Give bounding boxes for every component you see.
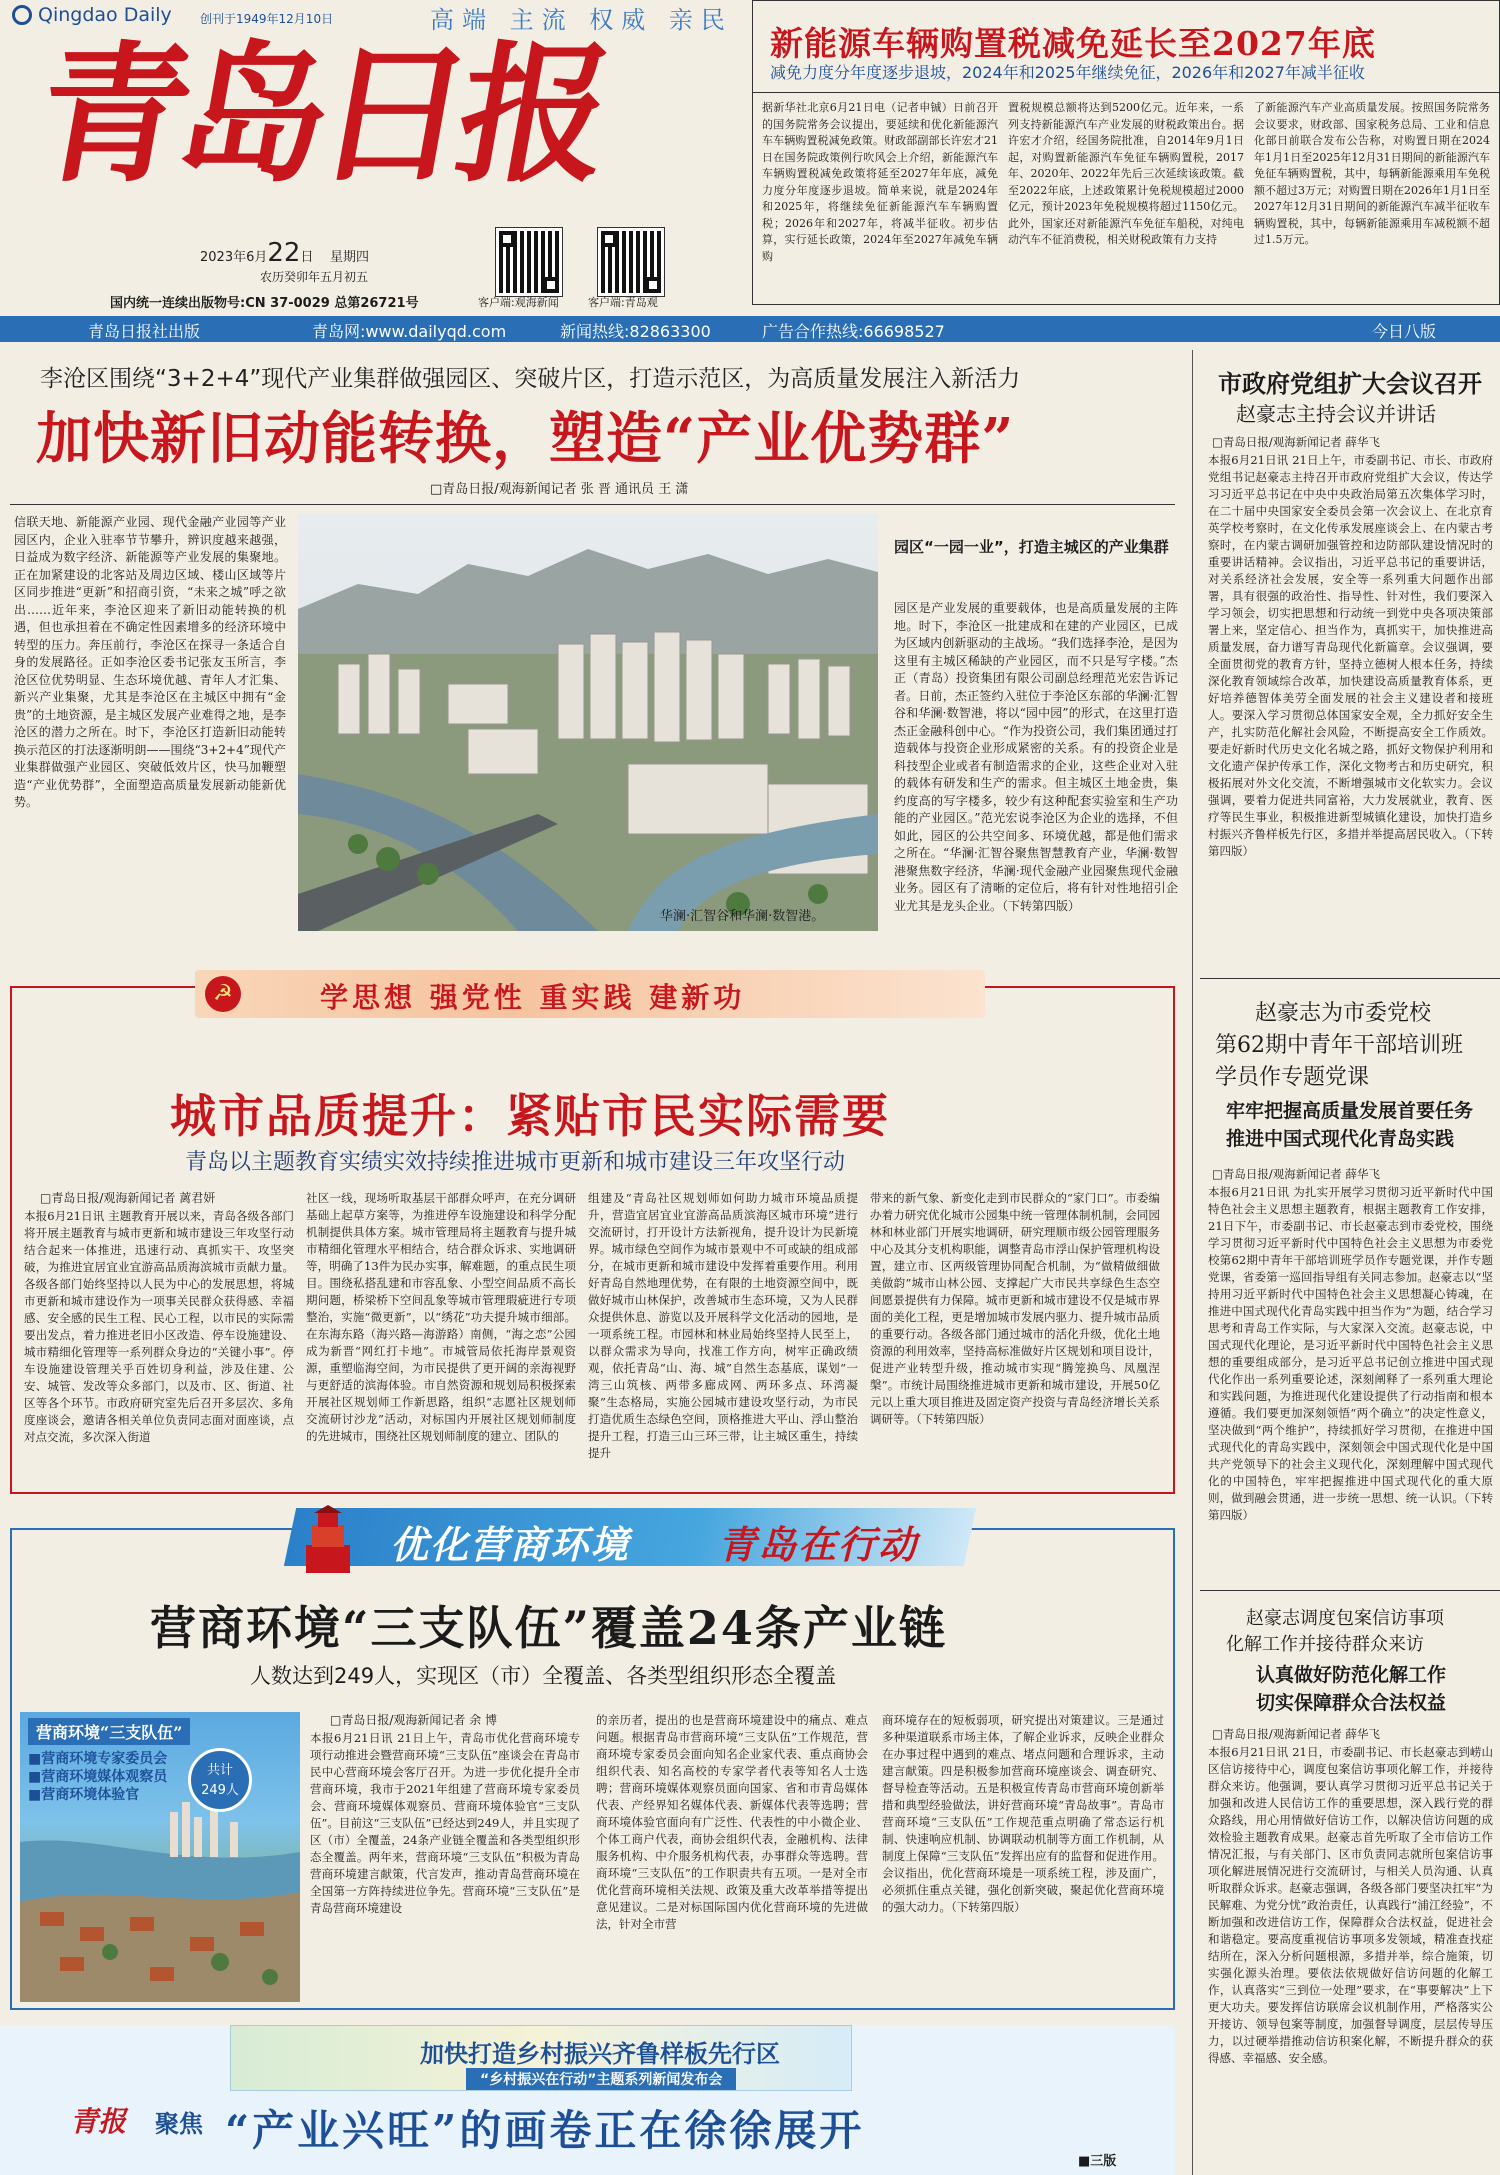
- page-count: 今日八版: [1372, 322, 1437, 341]
- infographic-item-label: 营商环境媒体观察员: [41, 1769, 168, 1785]
- party-emblem-icon: ☭: [205, 976, 241, 1012]
- right-a2-title-2[interactable]: 第62期中青年干部培训班: [1215, 1033, 1463, 1058]
- business-banner-text-red: 青岛在行动: [718, 1522, 919, 1567]
- right-a3-text: 本报6月21日讯 21日，市委副书记、市长赵豪志到崂山区信访接待中心，调度包案信访事项化解工作，并接待群众来访。他强调，要认真学习贯彻习近平总书记关于加强和改进人民信访工作的重要思想，深入践行党的群众路线，用心用情做好信访工作，以解决信访问题的成效检验主题教育成果。赵豪志首先听取了全市信访工作情况汇报，与有关部门、区市负责同志就所包案信访事项化解进展情况进行交流研讨，与相关人员沟通、认真听取群众诉求。赵豪志强调，各级各部门要坚决扛牢“为民解难、为党分忧”政治责任，认真践行“浦江经验”，不断加强和改进信访工作，保障群众合法权益，促进社会和谐稳定。要高度重视信访事项多发领域，精准查找症结所在，深入分析问题根源，多措并举，综合施策，切实强化源头治理。要依法依规做好信访问题的化解工作，认真落实“三到位一处理”要求，在“事要解决”上下更大功夫。要发挥信访联席会议机制作用，严格落实公开接访、领导包案等制度，加强督导调度，层层传导压力，以过硬举措推动信访积案化解，不断提升群众的获得感、幸福感、安全感。: [1208, 1745, 1493, 2065]
- lead-right-text: 园区是产业发展的重要载体，也是高质量发展的主阵地。时下，李沧区一批建成和在建的产业园区，已成为区域内创新驱动的主战场。“我们选择李沧，是因为这里有主城区稀缺的产业园区，而不只是写字楼。”杰正（青岛）投资集团有限公司副总经理范光宏告诉记者。日前，杰正签约入驻位于李沧区东部的华澜·汇智谷和华澜·数智港，将以“园中园”的形式，在这里打造杰正金融科创中心。“作为投资公司，我们集团通过打造载体与投资企业形成紧密的关系。有的投资企业是科技型企业或者有制造需求的企业，这些企业对入驻的载体有研发和生产的需求。但主城区土地金贵，集约度高的写字楼多，较少有这种配套实验室和生产功能的产业园区。”范光宏说李沧区为企业的选择，不但如此，园区的公共空间多、环境优越，都是他们需求之所在。“华澜·汇智谷聚焦智慧教育产业，华澜·数智港聚焦数字经济，华澜·现代金融产业园聚焦现代金融业务。园区有了清晰的定位后，将有针对性地招引企业尤其是龙头企业。（下转第四版）: [894, 601, 1178, 913]
- business-banner-text: 优化营商环境: [390, 1522, 631, 1567]
- infographic-item-label: 营商环境专家委员会: [41, 1751, 168, 1767]
- footer-tag: 青报: [70, 2105, 127, 2138]
- infographic-title: 营商环境“三支队伍”: [28, 1718, 190, 1745]
- lead-headline[interactable]: 加快新旧动能转换，塑造“产业优势群”: [36, 406, 1015, 472]
- lead-section-subhead: 园区“一园一业”，打造主城区的产业集群: [894, 538, 1169, 556]
- count-label: 共计: [206, 1763, 233, 1778]
- right-a3-byline: □青岛日报/观海新闻记者 薛华飞: [1212, 1727, 1380, 1741]
- top-story-subheadline: 减免力度分年度逐步退坡，2024年和2025年继续免征，2026年和2027年减半征收: [770, 63, 1365, 82]
- tower-icon: [298, 1505, 358, 1575]
- top-story-col2: 置税规模总额将达到5200亿元。近年来，一系列支持新能源汽车产业发展的财税政策出台。据许宏才介绍，经国务院批准，自2014年9月1日起，对购置新能源汽车免征车辆购置税，2017年、2020年、2022年先后三次延续该政策。截至2022年底，上述政策累计免税规模超过2000亿元，预计2023年免税规模将超过1150亿元。此外，国家还对新能源汽车免征车船税，对纯电动汽车不征消费税，相关财税政策有力支持: [1008, 101, 1244, 246]
- info-bar: [0, 316, 1500, 342]
- square-bullet-icon: ■: [28, 1769, 42, 1785]
- business-headline[interactable]: 营商环境“三支队伍”覆盖24条产业链: [150, 1601, 947, 1655]
- right-a3-title-2[interactable]: 化解工作并接待群众来访: [1226, 1634, 1424, 1655]
- campaign-subheadline: 青岛以主题教育实绩实效持续推进城市更新和城市建设三年攻坚行动: [185, 1150, 846, 1175]
- page-reference[interactable]: ■三版: [1078, 2154, 1117, 2169]
- publisher-label: 青岛日报社出版: [88, 322, 201, 341]
- top-story-col1: 据新华社北京6月21日电（记者申铖）日前召开的国务院常务会议提出，要延续和优化新能源汽车车辆购置税减免政策。财政部副部长许宏才21日在国务院政策例行吹风会上介绍，新能源汽车车辆购置税减免政策将延至2027年年底，减免力度分年度逐步退坡。简单来说，就是2024年和2025年，将继续免征新能源汽车车辆购置税；2026年和2027年，将减半征收。初步估算，实行延长政策，2024年至2027年减免车辆购: [762, 101, 998, 263]
- right-a2-byline: □青岛日报/观海新闻记者 薛华飞: [1212, 1167, 1380, 1181]
- campaign-col4: 带来的新气象、新变化走到市民群众的“家门口”。市委编办着力研究优化城市公园集中统一管理体制机制，会同园林和林业部门开展实地调研，研究理顺市级公园管理服务中心及其分支机构职能，调整青岛市浮山保护管理机构设置，建立市、区两级管理协同配合机制，为“做精做细做美做韵”城市山林公园、支撑起广大市民共享绿色生态空间愿景提供有力保障。城市更新和城市建设不仅是城市界面的美化工程，更是增加城市发展内驱力、提升城市品质的重要行动。各级各部门通过城市的活化升级，优化土地资源的利用效率，坚持高标准做好片区规划和项目设计，促进产业转型升级，推动城市实现“腾笼换鸟、凤凰涅槃”。市统计局围绕推进城市更新和城市建设，开展50亿元以上重大项目推进及固定资产投资与青岛经济增长关系调研等。（下转第四版）: [870, 1191, 1160, 1426]
- lead-byline: □青岛日报/观海新闻记者 张 晋 通讯员 王 潇: [430, 482, 689, 497]
- right-a2-title-3[interactable]: 学员作专题党课: [1215, 1065, 1370, 1090]
- right-a2-title-1[interactable]: 赵豪志为市委党校: [1255, 1001, 1432, 1026]
- infographic-item: [28, 1766, 167, 1786]
- business-col1: 本报6月21日讯 21日上午，青岛市优化营商环境专项行动推进会暨营商环境“三支队伍”座谈会在青岛市民中心营商环境会客厅召开。为进一步优化提升全市营商环境，我市于2021年组建了营商环境专家委员会、营商环境媒体观察员、营商环境体验官“三支队伍”。目前这“三支队伍”已经达到249人，并且实现了区（市）全覆盖，24条产业链全覆盖和各类型组织形态全覆盖。两年来，营商环境“三支队伍”积极为青岛营商环境建言献策，代言发声，推动青岛营商环境在全国第一方阵持续进位争先。营商环境“三支队伍”是青岛营商环境建设: [310, 1731, 580, 1915]
- founded-date: 创刊于1949年12月10日: [200, 12, 334, 26]
- lead-left-text: 信联天地、新能源产业园、现代金融产业园等产业园区内，企业入驻率节节攀升，辨识度越来越强，日益成为数字经济、新能源等产业发展的集聚地。正在加紧建设的北客站及周边区域、楼山区域等片区同步推进“更新”和招商引资，“未来之城”呼之欲出……近年来，李沧区迎来了新旧动能转换的机遇，但也承担着在不确定性因素增多的经济环境中转型的压力。奔压前行，李沧区在探寻一条适合自身的发展路径。正如李沧区委书记张友玉所言，李沧区位优势明显、生态环境优越、青年人才汇集、新兴产业集聚，尤其是李沧区在主城区中拥有“金贵”的土地资源，是主城区发展产业难得之地，是李沧区的潜力之所在。时下，李沧区打造新旧动能转换示范区的打法逐渐明朗——围绕“3+2+4”现代产业集群做强产业园区、突破低效片区，快马加鞭塑造“产业优势群”，全面塑造高质量发展新动能新优势。: [14, 515, 286, 809]
- lead-kicker: 李沧区围绕“3+2+4”现代产业集群做强园区、突破片区，打造示范区，为高质量发展注入新活力: [40, 366, 1021, 392]
- masthead-logo-en: [12, 4, 172, 26]
- top-story-col3: 了新能源汽车产业高质量发展。按照国务院常务会议要求，财政部、国家税务总局、工业和信息化部日前联合发布公告称，对购置日期在2024年1月1日至2025年12月31日期间的新能源汽车免征车辆购置税，其中，每辆新能源乘用车免税额不超过3万元；对购置日期在2026年1月1日至2027年12月31日期间的新能源汽车减半征收车辆购置税，其中，每辆新能源乘用车减税额不超过1.5万元。: [1254, 101, 1490, 246]
- qr-caption: 客户端:观海新闻: [478, 296, 559, 309]
- campaign-col1: 本报6月21日讯 主题教育开展以来，青岛各级各部门将开展主题教育与城市更新和城市建设三年攻坚行动结合起来一体推进，迅速行动、真抓实干、攻坚突破，为推进宜居宜业宜游高品质海滨城市贡献力量。各级各部门始终坚持以人民为中心的发展思想，将城市更新和城市建设作为一项事关民群众获得感、幸福感、安全感的民生工程、民心工程，以市民的实际需要出发点，着力推进老旧小区改造、停车设施建设、城市精细化管理等一系列群众身边的“关键小事”。停车设施建设管理关乎百姓切身利益，涉及住建、公安、城管、发改等众多部门，以及市、区、街道、社区等各个环节。市政府研究室先后召开多层次、多角度座谈会，邀请各相关单位负责同志面对面座谈，点对点交流，多次深入街道: [24, 1209, 294, 1444]
- logo-q-icon: [12, 5, 32, 25]
- member-count-badge: [188, 1748, 252, 1812]
- right-a2-text: 本报6月21日讯 为扎实开展学习贯彻习近平新时代中国特色社会主义思想主题教育，根据主题教育工作安排，21日下午，市委副书记、市长赵豪志到市委党校，围绕学习贯彻习近平新时代中国特色社会主义思想为市委党校第62期中青年干部培训班学员作专题党课，并作专题党课，省委第一巡回指导组有关同志参加。赵豪志以“坚持用习近平新时代中国特色社会主义思想凝心铸魂，在推进中国式现代化青岛实践中担当作为”为题，结合学习思考和青岛工作实际，与大家深入交流。赵豪志说，中国式现代化理论，是习近平新时代中国特色社会主义思想的重要组成部分，是习近平总书记创立推进中国式现代化作出一系列重要论述，深刻阐释了一系列重大理论和实践问题，为推进现代化建设提供了行动指南和根本遵循。我们要更加深刻领悟“两个确立”的决定性意义，坚决做到“两个维护”，持续抓好学习贯彻，在推进中国式现代化的青岛实践中，深刻领会中国式现代化是中国共产党领导下的社会主义现代化，深刻理解中国式现代化的中国特色，牢牢把握推进中国式现代化的重大原则，做到融会贯通，进一步统一思想、统一认识。（下转第四版）: [1208, 1185, 1493, 1522]
- right-a1-text: 本报6月21日讯 21日上午，市委副书记、市长、市政府党组书记赵豪志主持召开市政府党组扩大会议，传达学习习近平总书记在中央中央政治局第五次集体学习时，在二十届中央国家安全委员会第一次会议上、在北京育英学校考察时，在文化传承发展座谈会上、在内蒙古考察时，在内蒙古调研加强管控和边防部队建设情况时的重要讲话精神。会议指出，习近平总书记的重要讲话，对关系经济社会发展，安全等一系列重大问题作出部署，具有很强的政治性、指导性、针对性，我们要深入学习领会，切实把思想和行动统一到党中央各项决策部署上来，坚定信心、担当作为，真抓实干，加快推进高质量发展，奋力谱写青岛现代化新篇章。会议强调，要全面贯彻党的教育方针，坚持立德树人根本任务，持续深化教育领域综合改革，加快建设高质量教育体系，更好培养德智体美劳全面发展的社会主义建设者和接班人。要深入学习贯彻总体国家安全观，全力抓好安全生产，扎实防范化解社会风险，不断提高安全工作质效。要走好新时代历史文化名城之路，抓好文物保护利用和文化遗产保护传承工作，深化文物考古和历史研究，积极拓展对外文化交流，不断增强城市文化软实力。会议强调，要着力促进共同富裕，大力发展就业，教育、医疗等民生事业，积极推进新型城镇化建设，加快打造乡村振兴齐鲁样板先行区，多措并举提高居民收入。（下转第四版）: [1208, 453, 1493, 858]
- photo-caption: 华澜·汇智谷和华澜·数智港。: [660, 909, 825, 924]
- count-value: 249人: [201, 1783, 239, 1798]
- right-a1-byline: □青岛日报/观海新闻记者 薛华飞: [1212, 435, 1380, 449]
- footer-banner-title: 加快打造乡村振兴齐鲁样板先行区: [420, 2039, 780, 2068]
- infographic-item: [28, 1784, 139, 1804]
- date-day: 22: [267, 238, 301, 268]
- footer-tag-focus: 聚焦: [155, 2109, 203, 2138]
- right-a1-title[interactable]: 市政府党组扩大会议召开: [1218, 369, 1482, 398]
- top-story-headline[interactable]: 新能源车辆购置税减免延长至2027年底: [770, 24, 1376, 63]
- date-prefix: 2023年6月: [200, 250, 268, 265]
- right-a1-sub: 赵豪志主持会议并讲话: [1236, 402, 1436, 426]
- right-a2-sub-2: 推进中国式现代化青岛实践: [1226, 1128, 1455, 1150]
- campaign-col2: 社区一线，现场听取基层干部群众呼声，在充分调研基础上起草方案等，为推进停车设施建设和科学分配机制提供具体方案。城市管理局将主题教育与提升城市精细化管理水平相结合，结合群众诉求、实地调研等，明确了13件为民办实事，解难题，的重点民生项目。围绕私搭乱建和市容乱象、小型空间品质不高长期问题，桥梁桥下空间乱象等城市管理瑕疵进行专项整治，实施“微更新”，以“绣花”功夫提升城市细部。在东海东路（海兴路—海游路）南侧，“海之恋”公园成为新晋“网红打卡地”。市城管局依托海岸景观资源，重塑临海空间，为市民提供了更开阔的亲海视野与更舒适的滨海体验。市自然资源和规划局积极探索开展社区规划师工作新思路，组织“志愿社区规划师交流研讨沙龙”活动，对标国内开展社区规划师制度的先进城市，围绕社区规划师制度的建立、团队的: [306, 1191, 576, 1443]
- campaign-byline: □青岛日报/观海新闻记者 蓠君妍: [40, 1191, 216, 1205]
- issue-date: [200, 238, 369, 268]
- campaign-col3: 组建及“青岛社区规划师如何助力城市环境品质提升，营造宜居宜业宜游高品质滨海区城市环境”进行交流研讨，打开设计方法新视角，提升设计为民新境界。城市绿色空间作为城市景观中不可或缺的组成部分，在城市更新和城市建设中发挥着重要作用。利用好青岛自然地理优势，在有限的土地资源空间中，既做好城市山林保护，改善城市生态环境，又为人民群众提供休息、游览以及开展科学文化活动的园地，是一项系统工程。市园林和林业局始终坚持人民至上，以群众需求为导向，找准工作方向，树牢正确政绩观，依托青岛“山、海、城”自然生态基底，谋划“一湾三山筑核、两带多廊成网、两环多点、环湾凝聚”生态格局，实施公园城市建设攻坚行动，为市民打造优质生态绿色空间，顶格推进大平山、浮山整治提升工程，打造三山三环三带，让主城区重生，持续提升: [588, 1191, 858, 1460]
- business-byline: □青岛日报/观海新闻记者 余 博: [330, 1713, 498, 1727]
- infographic-item: [28, 1748, 167, 1768]
- qr-caption: 客户端:青岛观: [588, 296, 658, 309]
- lunar-date: 农历癸卯年五月初五: [260, 270, 369, 284]
- right-a3-sub-1: 认真做好防范化解工作: [1256, 1664, 1447, 1686]
- footer-banner-sub: “乡村振兴在行动”主题系列新闻发布会: [466, 2068, 736, 2090]
- right-a3-title-1[interactable]: 赵豪志调度包案信访事项: [1246, 1608, 1444, 1629]
- publication-number: 国内统一连续出版物号:CN 37-0029 总第26721号: [110, 296, 419, 311]
- campaign-banner-text: 学思想 强党性 重实践 建新功: [320, 981, 746, 1014]
- qr-code-icon[interactable]: [496, 228, 562, 296]
- lead-photo[interactable]: [298, 514, 878, 931]
- city-aerial-image: [298, 514, 878, 931]
- masthead-slogan: 高端 主流 权威 亲民: [430, 6, 733, 34]
- date-suffix: 日: [300, 250, 314, 265]
- news-hotline: 新闻热线:82863300: [560, 322, 711, 341]
- square-bullet-icon: ■: [28, 1787, 42, 1803]
- right-a3-sub-2: 切实保障群众合法权益: [1256, 1692, 1447, 1714]
- square-bullet-icon: ■: [28, 1751, 42, 1767]
- qr-code-icon[interactable]: [598, 228, 664, 296]
- footer-headline[interactable]: “产业兴旺”的画卷正在徐徐展开: [225, 2106, 865, 2155]
- business-subheadline: 人数达到249人，实现区（市）全覆盖、各类型组织形态全覆盖: [250, 1664, 837, 1688]
- infographic-item-label: 营商环境体验官: [41, 1787, 140, 1803]
- business-col3: 商环境存在的短板弱项，研究提出对策建议。三是通过多种渠道联系市场主体，了解企业诉求，反映企业群众在办事过程中遇到的难点、堵点问题和合理诉求，主动建言献策。四是积极参加营商环境座谈会、调查研究、督导检查等活动。五是积极宣传青岛市营商环境创新举措和典型经验做法，讲好营商环境“青岛故事”。青岛市营商环境“三支队伍”工作规范重点明确了常态运行机制、快速响应机制、协调联动机制等方面工作机制，从制度上保障“三支队伍”发挥出应有的监督和促进作用。会议指出，优化营商环境是一项系统工程，涉及面广，必须抓住重点关键，强化创新突破，聚起优化营商环境的强大动力。（下转第四版）: [882, 1713, 1164, 1914]
- campaign-headline[interactable]: 城市品质提升：紧贴市民实际需要: [170, 1089, 890, 1143]
- masthead-logo-cn: 青岛日报: [24, 27, 616, 203]
- website-link[interactable]: 青岛网:www.dailyqd.com: [312, 322, 507, 341]
- logo-en-text: Qingdao Daily: [38, 4, 172, 26]
- right-a2-sub-1: 牢牢把握高质量发展首要任务: [1226, 1100, 1474, 1122]
- business-col2: 的亲历者，提出的也是营商环境建设中的痛点、难点问题。根据青岛市营商环境“三支队伍”工作规范，营商环境专家委员会面向知名企业家代表、重点商协会组织代表、知名高校的专家学者代表等知名人士选聘；营商环境媒体观察员面向国家、省和市青岛媒体代表、产经界知名媒体代表、新媒体代表等选聘；营商环境体验官面向有广泛性、代表性的中小微企业、个体工商户代表，商协会组织代表，金融机构、法律服务机构、中介服务机构代表，办事群众等选聘。营商环境“三支队伍”的工作职责共有五项。一是对全市优化营商环境相关法规、政策及重大改革举措等提出意见建议。二是对标国际国内优化营商环境的先进做法，针对全市营: [596, 1713, 868, 1931]
- ad-hotline: 广告合作热线:66698527: [762, 322, 945, 341]
- weekday: 星期四: [330, 250, 370, 265]
